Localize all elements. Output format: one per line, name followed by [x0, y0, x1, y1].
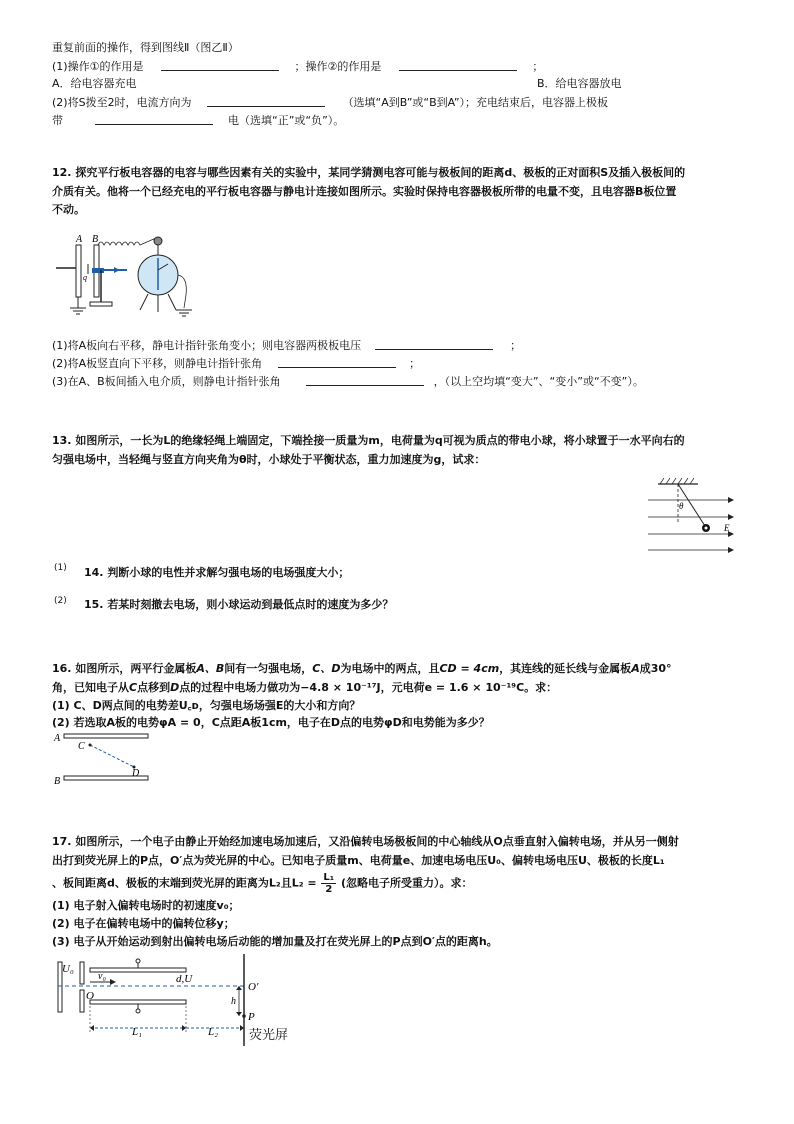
q12-sub-2-text: (2)将A板竖直向下平移，则静电计指针张角: [52, 357, 263, 370]
q16-stem-2f: −4.8 × 10⁻¹⁷J: [300, 681, 381, 694]
option-b: B．给电容器放电: [537, 77, 622, 90]
answer-blank-direction[interactable]: [207, 95, 325, 107]
q12-sub-2-end: ；: [409, 357, 421, 370]
q13-stem-1-text: 如图所示，一长为L的绝缘轻绳上端固定，下端拴接一质量为m，电荷量为q可视为质点的带电小球，将小球置于一水平向右的: [75, 434, 685, 447]
q16-stem-2i: 。求：: [524, 681, 558, 694]
answer-blank-charge[interactable]: [95, 113, 213, 125]
q12-sub-1-text: (1)将A板向右平移，静电计指针张角变小；则电容器两极板电压: [52, 339, 362, 352]
label-p: P: [248, 1011, 255, 1023]
question-2: [52, 95, 608, 110]
q2-text-a: (2)将S拨至2时，电流方向为: [52, 96, 192, 109]
q13-sub-2-tag: (2): [54, 596, 67, 606]
question-2-cont: [52, 113, 344, 128]
parallel-plates-figure: [52, 730, 162, 792]
q16-number: 16.: [52, 662, 72, 675]
label-a: A: [54, 733, 61, 744]
q2-text-d: 电（选填“正”或“负”）。: [228, 114, 345, 127]
q16-stem-2c: 点移到: [137, 681, 171, 694]
q17-sub-1: (1) 电子射入偏转电场时的初速度v₀；: [52, 899, 240, 912]
q12-stem-1: [52, 166, 685, 180]
q13-sub-2: 15. 若某时刻撤去电场，则小球运动到最低点时的速度为多少？: [84, 598, 394, 611]
q12-sub-3-text: (3)在A、B板间插入电介质，则静电计指针张角: [52, 375, 281, 388]
q12-sub-2: [52, 356, 420, 371]
fraction-denominator: 2: [325, 884, 333, 895]
q16-stem-2b: C: [129, 681, 138, 694]
label-u0: U₀: [62, 963, 74, 975]
q17-number: 17.: [52, 835, 72, 848]
q16-stem-1c: 间有一匀强电场，: [224, 662, 313, 675]
q16-stem-2e: 点的过程中电场力做功为: [179, 681, 301, 694]
label-o-prime: O′: [248, 981, 259, 993]
option-a: A．给电容器充电: [52, 77, 137, 90]
q16-stem-1f: CD = 4cm: [439, 662, 500, 675]
q1-text-c: ；: [532, 60, 544, 73]
q1-text-b: ；操作②的作用是: [294, 60, 382, 73]
label-h: h: [231, 996, 236, 1007]
q12-sub-3: [52, 374, 644, 389]
q17-stem-3a: 、板间距离d、极板的末端到荧光屏的距离为L₂且L₂ =: [52, 876, 317, 890]
q2-text-c: 带: [52, 114, 63, 127]
q16-sub-1: (1) C、D两点间的电势差U꜀ᴅ，匀强电场场强E的大小和方向？: [52, 699, 361, 712]
label-l2: L₂: [208, 1026, 218, 1038]
answer-blank-op2[interactable]: [399, 59, 517, 71]
question-1: [52, 59, 543, 74]
answer-blank-op1[interactable]: [161, 59, 279, 71]
label-b: B: [54, 776, 61, 787]
q17-sub-2: (2) 电子在偏转电场中的偏转位移y；: [52, 917, 235, 930]
q12-stem-2: 介质有关。他将一个已经充电的平行板电容器与静电计连接如图所示。实验时保持电容器极板所带的电量不变，且电容器B板位置: [52, 185, 677, 198]
q17-stem-1: [52, 835, 679, 849]
answer-blank-angle-1[interactable]: [278, 356, 396, 368]
q12-sub-1: [52, 338, 521, 353]
q13-sub-1-tag: (1): [54, 563, 67, 573]
q17-sub-3: (3) 电子从开始运动到射出偏转电场后动能的增加量及打在荧光屏上的P点到O′点的距离h。: [52, 935, 498, 948]
intro-line: 重复前面的操作，得到图线Ⅱ（图乙Ⅱ）: [52, 41, 239, 54]
label-d-u: d,U: [176, 973, 193, 985]
q13-stem-2: 匀强电场中，当轻绳与竖直方向夹角为θ时，小球处于平衡状态，重力加速度为g，试求：: [52, 453, 486, 466]
q16-stem-2: [52, 681, 557, 695]
q1-text-a: (1)操作①的作用是: [52, 60, 144, 73]
q16-stem-1d: C、D: [312, 662, 341, 675]
q16-stem-2g: ，元电荷: [380, 681, 425, 694]
q17-stem-3b: (忽略电子所受重力）。求：: [341, 876, 473, 890]
q12-number: 12.: [52, 166, 72, 179]
label-o: O: [86, 990, 94, 1002]
q17-stem-3: [52, 872, 473, 894]
label-d: D: [132, 768, 140, 779]
q12-stem-1-text: 探究平行板电容器的电容与哪些因素有关的实验中，某同学猜测电容可能与极板间的距离d、极板的正对面积S及插入极板间的: [75, 166, 686, 179]
electrometer-figure: [52, 230, 202, 325]
fraction-numerator: L₁: [323, 872, 335, 883]
q12-stem-3: 不动。: [52, 203, 85, 216]
q16-stem-2a: 角，已知电子从: [52, 681, 129, 694]
screen-label: 荧光屏: [249, 1028, 289, 1043]
q16-stem-1a: 如图所示，两平行金属板: [75, 662, 197, 675]
l1-over-2-fraction: [321, 872, 336, 895]
label-l1: L₁: [132, 1026, 142, 1038]
q12-sub-1-end: ；: [510, 339, 522, 352]
q16-sub-2: (2) 若选取A板的电势φA = 0，C点距A板1cm，电子在D点的电势φD和电势能为多少？: [52, 716, 490, 729]
q16-stem-1h: A: [631, 662, 640, 675]
label-a: A: [76, 234, 83, 245]
label-v0: v₀: [98, 971, 106, 982]
label-e: E: [724, 523, 730, 533]
q16-stem-1: [52, 662, 672, 676]
label-c: C: [78, 741, 85, 752]
q17-stem-1-text: 如图所示，一个电子由静止开始经加速电场加速后，又沿偏转电场极板间的中心轴线从O点垂直射入偏转电场，并从另一侧射: [75, 835, 679, 848]
q16-stem-1i: 成30°: [639, 662, 672, 675]
q13-stem-1: [52, 434, 685, 448]
label-theta: θ: [679, 501, 684, 511]
q16-stem-1g: ，其连线的延长线与金属板: [499, 662, 632, 675]
q17-stem-2: 出打到荧光屏上的P点，O′点为荧光屏的中心。已知电子质量m、电荷量e、加速电场电压U₀、偏转电场电压U、极板的长度L₁: [52, 854, 665, 867]
answer-blank-angle-2[interactable]: [306, 374, 424, 386]
q16-stem-2d: D: [170, 681, 180, 694]
q13-sub-1: 14. 判断小球的电性并求解匀强电场的电场强度大小；: [84, 566, 350, 579]
answer-blank-voltage[interactable]: [375, 338, 493, 350]
label-q: q: [83, 273, 87, 282]
q13-number: 13.: [52, 434, 72, 447]
q12-sub-3-end: ，（以上空均填“变大”、“变小”或“不变”）。: [433, 375, 644, 388]
label-b: B: [92, 234, 99, 245]
pendulum-field-figure: [648, 476, 740, 558]
q16-stem-2h: e = 1.6 × 10⁻¹⁹C: [424, 681, 525, 694]
q2-text-b: （选填“A到B”或“B到A”）；充电结束后，电容器上极板: [342, 96, 609, 109]
q16-stem-1e: 为电场中的两点，且: [340, 662, 440, 675]
q16-stem-1b: A、B: [196, 662, 225, 675]
